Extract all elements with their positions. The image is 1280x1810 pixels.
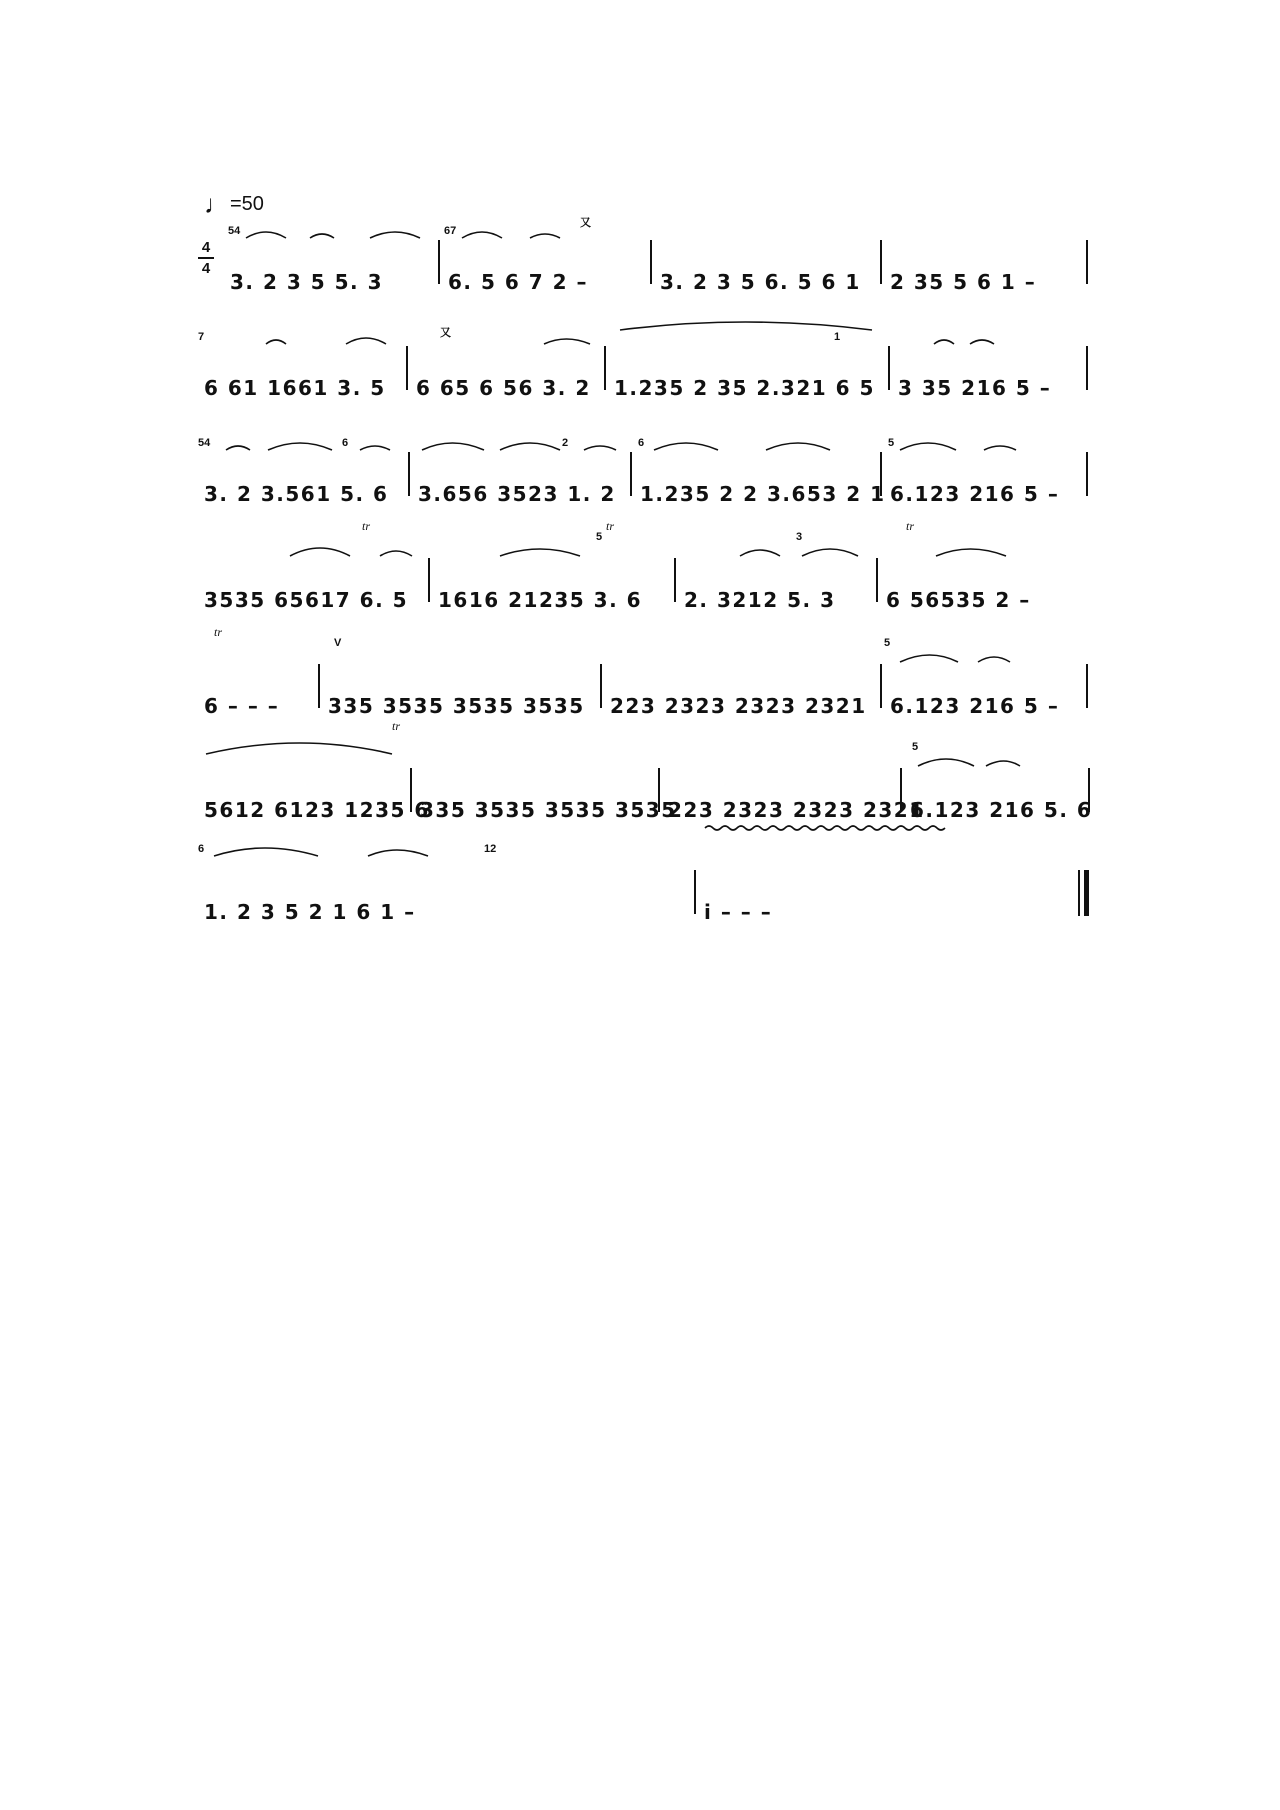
grace-note: 5 (596, 531, 603, 543)
grace-note: 5 (912, 741, 919, 753)
final-barline-thick (1084, 870, 1089, 916)
grace-note: 5 (888, 437, 895, 449)
bar (200, 620, 316, 740)
system-4 (0, 514, 1280, 634)
bar (200, 302, 400, 422)
final-barline-thin (1078, 870, 1080, 916)
finger-mark: 又 (580, 217, 591, 229)
bar (700, 826, 1060, 946)
system-2 (0, 302, 1280, 422)
bar-notes: 223 2323 2323 2321 (668, 798, 925, 822)
bar-notes: 1616 21235 3. 6 (438, 588, 643, 612)
bar-notes: 2 35 5 6 1 – (890, 270, 1037, 294)
bar (636, 408, 886, 528)
bar-notes: 335 3535 3535 3535 (328, 694, 585, 718)
bar-notes: 3. 2 3 5 5. 3 (230, 270, 384, 294)
bar (226, 196, 436, 316)
bar-notes: 3535 65617 6. 5 (204, 588, 409, 612)
bar (444, 196, 646, 316)
grace-note: 5 (884, 637, 891, 649)
grace-note: 6 (342, 437, 349, 449)
system-7 (0, 826, 1280, 946)
bar (886, 196, 1086, 316)
bar-notes: 6 61 1661 3. 5 (204, 376, 386, 400)
bar-notes: 6.123 216 5 – (890, 694, 1060, 718)
bar (656, 196, 876, 316)
bar-notes: 6.123 216 5. 6 (910, 798, 1093, 822)
bar (200, 826, 680, 946)
trill-mark: tr (392, 719, 401, 733)
grace-note: 67 (444, 225, 457, 237)
trill-mark: tr (214, 625, 223, 639)
breath-mark: V (334, 637, 342, 649)
bar-notes: 1.235 2 2 3.653 2 1 (640, 482, 886, 506)
bar (886, 408, 1086, 528)
bar-notes: 6 56535 2 – (886, 588, 1031, 612)
system-3 (0, 408, 1280, 528)
bar-notes: 6 65 6 56 3. 2 (416, 376, 591, 400)
bar (324, 620, 596, 740)
bar-notes: 3. 2 3 5 6. 5 6 1 (660, 270, 861, 294)
grace-note: 54 (198, 437, 211, 449)
tempo-value: =50 (230, 193, 264, 215)
bar (434, 514, 670, 634)
bar-notes: 5612 6123 1235 6 (204, 798, 430, 822)
trill-mark: tr (906, 519, 915, 533)
grace-note: 6 (638, 437, 645, 449)
bar (610, 302, 882, 422)
bar-notes: 6. 5 6 7 2 – (448, 270, 588, 294)
system-1 (0, 196, 1280, 316)
trill-mark: tr (606, 519, 615, 533)
bar-notes: 6 – – – (204, 694, 280, 718)
bar-notes: 3. 2 3.561 5. 6 (204, 482, 389, 506)
time-signature-denominator: 4 (201, 260, 211, 277)
bar (606, 620, 880, 740)
quarter-note-icon: ♩ (204, 189, 230, 219)
bar (894, 302, 1086, 422)
bar-notes: 223 2323 2323 2321 (610, 694, 867, 718)
grace-note: 6 (198, 843, 205, 855)
finger-mark: 又 (440, 327, 451, 339)
grace-note: 3 (796, 531, 803, 543)
grace-note: 1 (834, 331, 841, 343)
bar (886, 620, 1086, 740)
grace-note: 7 (198, 331, 205, 343)
bar-notes: i – – – (704, 900, 773, 924)
bar-notes: 6.123 216 5 – (890, 482, 1060, 506)
system-5 (0, 620, 1280, 740)
bar-notes: 335 3535 3535 3535 (420, 798, 677, 822)
bar (200, 514, 424, 634)
bar-notes: 1.235 2 35 2.321 6 5 (614, 376, 875, 400)
grace-note: 12 (484, 843, 497, 855)
grace-note: 54 (228, 225, 241, 237)
bar (412, 302, 600, 422)
bar-notes: 1. 2 3 5 2 1 6 1 – (204, 900, 416, 924)
bar-notes: 3.656 3523 1. 2 (418, 482, 616, 506)
bar-notes: 2. 3212 5. 3 (684, 588, 836, 612)
bar (882, 514, 1086, 634)
bar-notes: 3 35 216 5 – (898, 376, 1052, 400)
bar (200, 408, 404, 528)
trill-mark: tr (362, 519, 371, 533)
bar (680, 514, 872, 634)
time-signature-numerator: 4 (201, 239, 211, 256)
grace-note: 2 (562, 437, 569, 449)
bar (414, 408, 628, 528)
